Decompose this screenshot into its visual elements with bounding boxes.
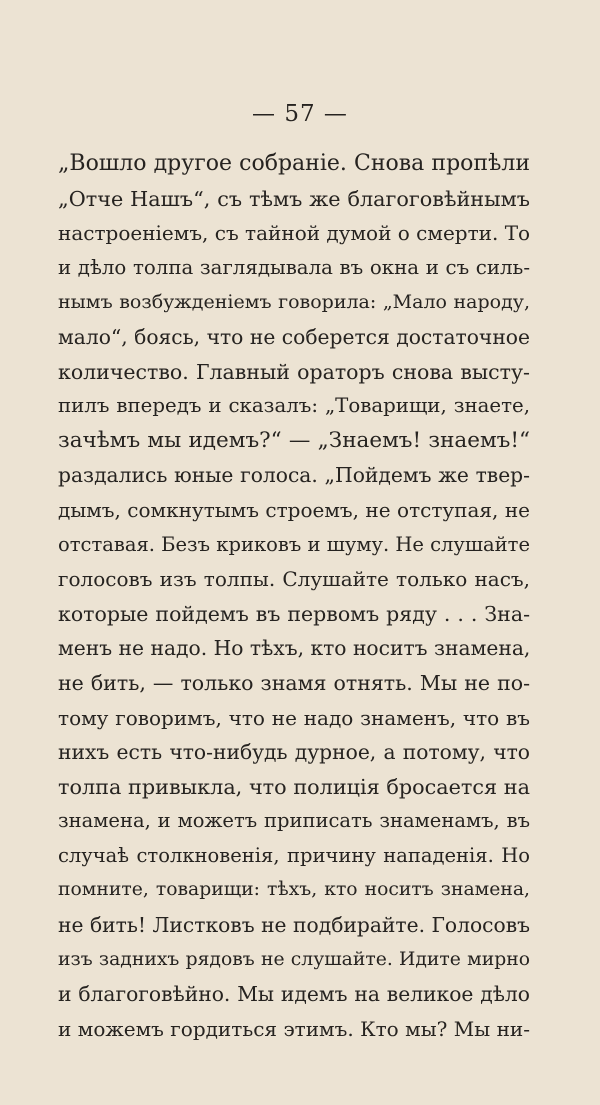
- text-line: голосовъ изъ толпы. Слушайте только насъ,: [58, 567, 530, 592]
- text-line: количество. Главный ораторъ снова высту-: [58, 359, 530, 384]
- text-line: зачѣмъ мы идемъ?“ — „Знаемъ! знаемъ!“: [58, 427, 530, 453]
- text-line: и можемъ гордиться этимъ. Кто мы? Мы ни-: [58, 1016, 530, 1041]
- text-line: тому говоримъ, что не надо знаменъ, что въ: [58, 705, 530, 730]
- text-line: нымъ возбужденіемъ говорила: „Мало народу,: [58, 291, 530, 314]
- text-line: настроеніемъ, съ тайной думой о смерти. То: [58, 221, 530, 246]
- text-line: помните, товарищи: тѣхъ, кто носитъ знамена,: [58, 879, 530, 901]
- text-line: пилъ впередъ и сказалъ: „Товарищи, знаете,: [58, 394, 530, 418]
- text-line: раздались юные голоса. „Пойдемъ же твер-: [58, 463, 530, 488]
- text-line: не бить, — только знамя отнять. Мы не по-: [58, 670, 530, 695]
- text-line: нихъ есть что-нибудь дурное, а потому, что: [58, 740, 530, 765]
- text-line: знамена, и можетъ приписать знаменамъ, въ: [58, 809, 530, 833]
- text-line: толпа привыкла, что полиція бросается на: [58, 774, 530, 799]
- text-line: и дѣло толпа заглядывала въ окна и съ силь-: [58, 255, 530, 279]
- text-line: „Отче Нашъ“, съ тѣмъ же благоговѣйнымъ: [58, 186, 530, 211]
- text-line: изъ заднихъ рядовъ не слушайте. Идите мирно: [58, 948, 530, 970]
- text-line: случаѣ столкновенія, причину нападенія. Но: [58, 843, 530, 867]
- text-line: менъ не надо. Но тѣхъ, кто носитъ знамена,: [58, 636, 530, 661]
- body-text: [58, 147, 530, 1046]
- text-line: и благоговѣйно. Мы идемъ на великое дѣло: [58, 982, 530, 1007]
- text-line: которые пойдемъ въ первомъ ряду . . . Зна-: [58, 601, 530, 626]
- text-line: „Вошло другое собраніе. Снова пропѣли: [58, 151, 530, 176]
- text-line: отставая. Безъ криковъ и шуму. Не слушайте: [58, 532, 530, 556]
- page-number: — 57 —: [252, 101, 348, 127]
- text-line: не бить! Листковъ не подбирайте. Голосовъ: [58, 913, 530, 938]
- text-line: мало“, боясь, что не соберется достаточное: [58, 324, 530, 349]
- text-line: дымъ, сомкнутымъ строемъ, не отступая, не: [58, 497, 530, 522]
